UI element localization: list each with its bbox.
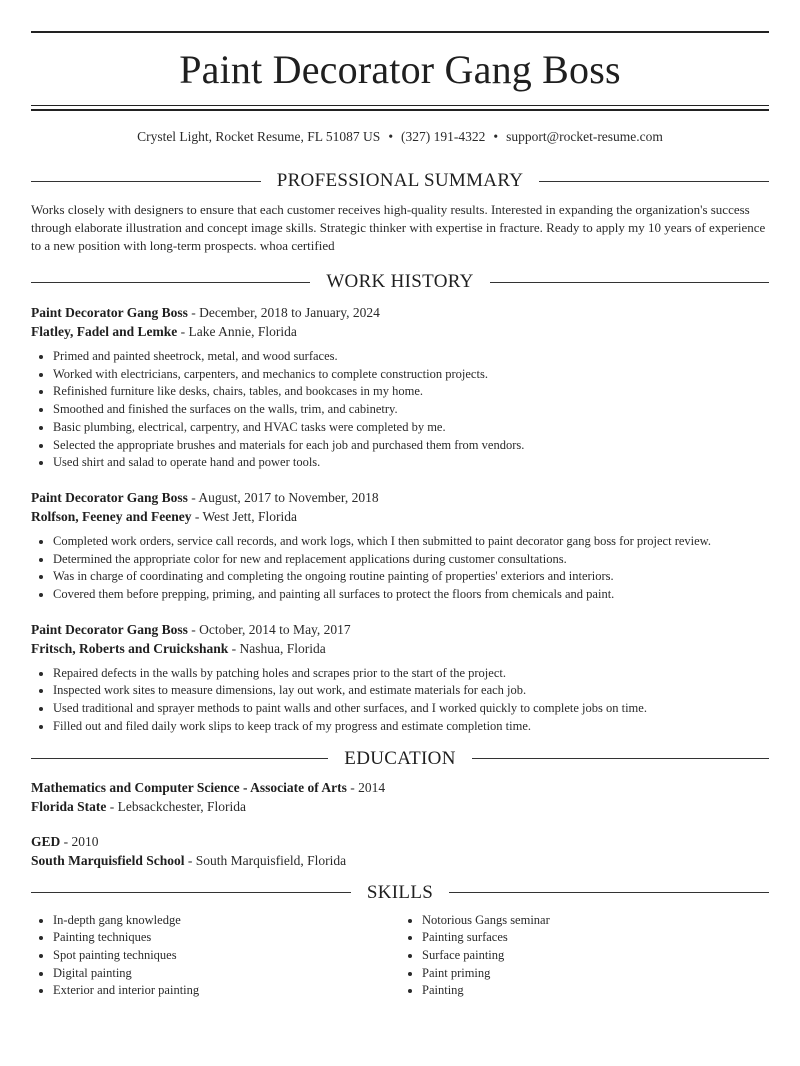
education-school-line <box>31 851 769 870</box>
section-title: WORK HISTORY <box>326 271 474 292</box>
education-location: - Lebsackchester, Florida <box>106 798 247 814</box>
job-company: Rolfson, Feeney and Feeney <box>31 508 192 524</box>
education-school: South Marquisfield School <box>31 852 185 868</box>
list-item: • Spot painting techniques <box>53 947 400 965</box>
list-item: • Inspected work sites to measure dimensions, lay out work, and estimate materials for each job. <box>53 682 769 700</box>
job-location: - Lake Annie, Florida <box>177 324 297 339</box>
job-entry <box>31 488 769 604</box>
list-item: • Filled out and filed daily work slips to keep track of my progress and estimate completion time. <box>53 718 769 736</box>
list-item: • Notorious Gangs seminar <box>422 912 769 930</box>
education-year: - 2014 <box>346 779 386 795</box>
contact-phone: (327) 191-4322 <box>401 129 486 144</box>
list-item: • In-depth gang knowledge <box>53 912 400 930</box>
job-bullets <box>31 533 769 604</box>
list-item: • Used traditional and sprayer methods to paint walls and other surfaces, and I worked quickly to complete jobs on time. <box>53 700 769 718</box>
list-item: • Determined the appropriate color for new and replacement applications during customer consultations. <box>53 551 769 569</box>
job-title: Paint Decorator Gang Boss <box>31 489 188 505</box>
job-title-line <box>31 620 769 639</box>
section-title: PROFESSIONAL SUMMARY <box>276 170 524 191</box>
top-divider <box>31 31 769 33</box>
education-degree: GED <box>31 833 61 849</box>
section-header-skills <box>31 881 769 905</box>
list-item: • Paint priming <box>422 965 769 983</box>
list-item: • Primed and painted sheetrock, metal, and wood surfaces. <box>53 348 769 366</box>
job-company: Flatley, Fadel and Lemke <box>31 324 178 339</box>
education-school: Florida State <box>31 798 107 814</box>
list-item: • Refinished furniture like desks, chairs, tables, and bookcases in my home. <box>53 383 769 401</box>
education-location: - South Marquisfield, Florida <box>184 852 347 868</box>
list-item: • Basic plumbing, electrical, carpentry, and HVAC tasks were completed by me. <box>53 419 769 437</box>
education-degree-line <box>31 832 769 851</box>
list-item: • Painting <box>422 982 769 1000</box>
section-title: EDUCATION <box>344 747 456 769</box>
contact-separator: • <box>388 129 394 144</box>
list-item: • Digital painting <box>53 965 400 983</box>
education-degree-line <box>31 778 769 797</box>
job-dates: - August, 2017 to November, 2018 <box>187 489 379 505</box>
list-item: • Painting surfaces <box>422 929 769 947</box>
job-company-line <box>31 507 769 526</box>
job-bullets <box>31 348 769 472</box>
list-item: • Selected the appropriate brushes and materials for each job and purchased them from vendors. <box>53 437 769 455</box>
list-item: • Used shirt and salad to operate hand and power tools. <box>53 454 769 472</box>
summary-text: Works closely with designers to ensure that each customer receives high-quality results. Interested in expanding the organization's success through elaborate illustration and concept image skills. Strategic thinker with expertise in fracture. Ready to apply my 10 years of experience to a new position with long-term prospects. whoa certified <box>31 202 766 253</box>
job-title-line <box>31 303 769 322</box>
skills-column-right <box>400 912 769 1001</box>
list-item: • Worked with electricians, carpenters, and mechanics to complete construction projects. <box>53 366 769 384</box>
list-item: • Smoothed and finished the surfaces on the walls, trim, and cabinetry. <box>53 401 769 419</box>
job-title: Paint Decorator Gang Boss <box>31 621 188 637</box>
education-year: - 2010 <box>60 833 99 849</box>
contact-email: support@rocket-resume.com <box>506 129 663 144</box>
education-entry <box>31 778 769 816</box>
job-location: - Nashua, Florida <box>228 640 326 656</box>
section-header-work <box>31 270 769 294</box>
job-company-line <box>31 322 769 341</box>
list-item: • Repaired defects in the walls by patching holes and scrapes prior to the start of the project. <box>53 665 769 683</box>
education-degree: Mathematics and Computer Science - Associate of Arts <box>31 779 347 795</box>
section-title: SKILLS <box>366 881 434 903</box>
job-title-line <box>31 488 769 507</box>
contact-separator: • <box>493 129 499 144</box>
job-entry <box>31 620 769 736</box>
job-bullets <box>31 665 769 736</box>
list-item: • Completed work orders, service call records, and work logs, which I then submitted to paint decorator gang boss for project review. <box>53 533 769 551</box>
list-item: • Surface painting <box>422 947 769 965</box>
job-title: Paint Decorator Gang Boss <box>31 305 188 320</box>
skills-list <box>31 912 769 1001</box>
header-double-divider <box>31 105 769 111</box>
skills-column-left <box>31 912 400 1001</box>
list-item: • Covered them before prepping, priming, and painting all surfaces to protect the floors from chemicals and paint. <box>53 586 769 604</box>
list-item: • Exterior and interior painting <box>53 982 400 1000</box>
resume-page <box>31 31 769 1000</box>
section-header-summary <box>31 169 769 193</box>
education-entry <box>31 832 769 870</box>
job-location: - West Jett, Florida <box>191 508 298 524</box>
job-dates: - October, 2014 to May, 2017 <box>187 621 351 637</box>
contact-address: Crystel Light, Rocket Resume, FL 51087 US <box>137 129 381 144</box>
section-header-education <box>31 747 769 771</box>
list-item: • Was in charge of coordinating and completing the ongoing routine painting of properties' exteriors and interiors. <box>53 568 769 586</box>
resume-name: Paint Decorator Gang Boss <box>179 47 621 92</box>
job-company-line <box>31 639 769 658</box>
contact-line <box>31 128 769 146</box>
job-entry <box>31 303 769 472</box>
job-dates: - December, 2018 to January, 2024 <box>187 305 380 320</box>
education-school-line <box>31 797 769 816</box>
list-item: • Painting techniques <box>53 929 400 947</box>
job-company: Fritsch, Roberts and Cruickshank <box>31 640 229 656</box>
